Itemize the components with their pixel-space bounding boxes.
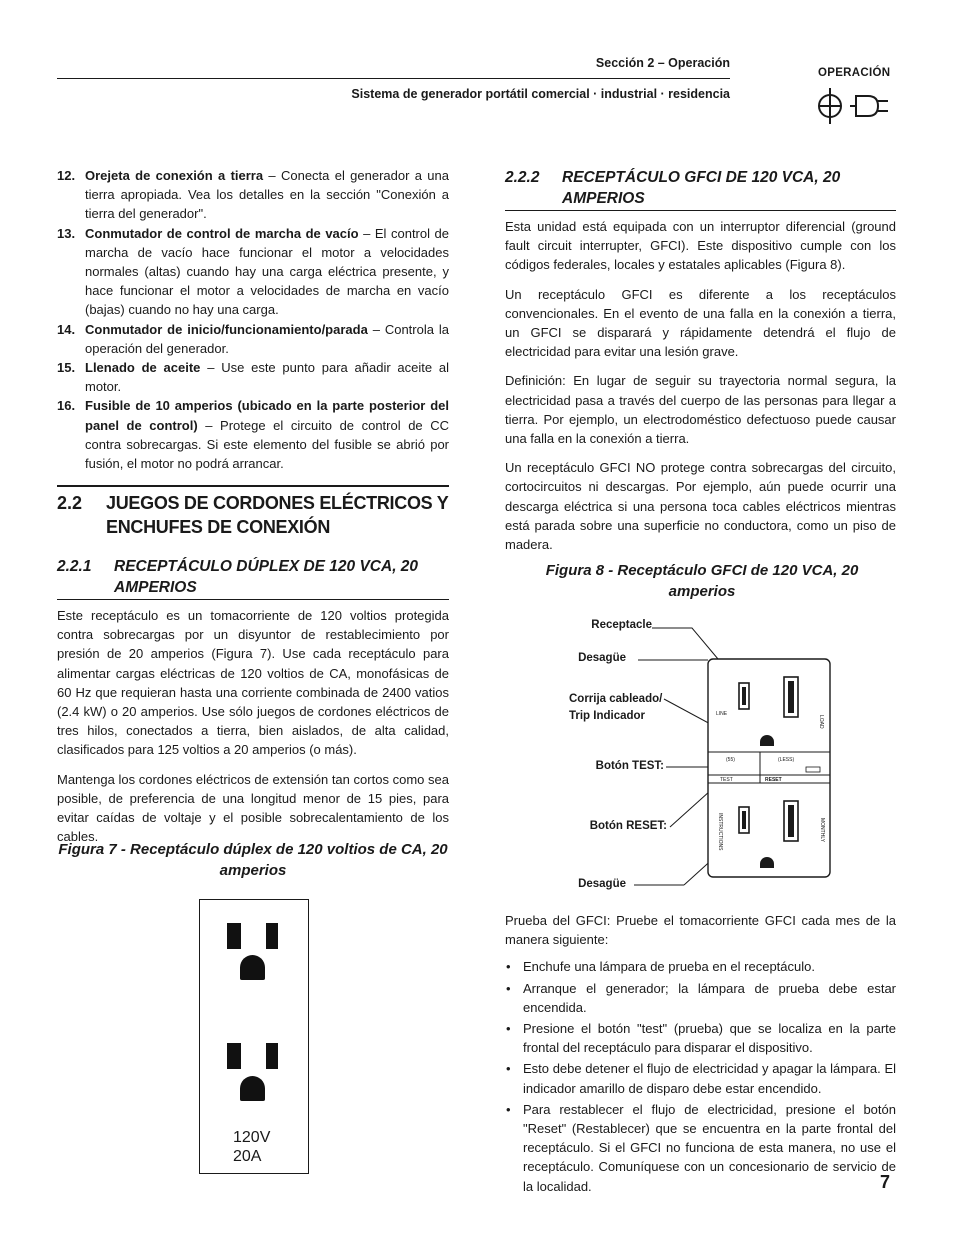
page-number: 7	[880, 1172, 891, 1192]
header-rule	[57, 78, 730, 79]
svg-text:TEST: TEST	[720, 777, 733, 783]
duplex-outlet-figure	[199, 899, 309, 1174]
paragraph: Definición: En lugar de seguir su trayectoria normal segura, la electricidad pasa a través del cuerpo de las personas para llegar a tierra. Por ejemplo, un electrodoméstico defectuoso puede causar una falla en la conexión a tierra.	[505, 373, 896, 447]
outlet-slot-icon	[227, 1043, 241, 1069]
svg-text:LINE: LINE	[716, 711, 728, 717]
paragraph: Un receptáculo GFCI NO protege contra sobrecargas del circuito, cortocircuitos ni descargas. Por ejemplo, aún puede ocurrir una descarga eléctrica si una persona toca cables eléctricos mientras está parada sobre una superficie no conductora, como un piso de madera.	[505, 460, 896, 553]
section-2-2-2-body	[505, 217, 896, 564]
figure-7-caption: Figura 7 - Receptáculo dúplex de 120 voltios de CA, 20 amperios	[58, 841, 448, 879]
list-item: • Presione el botón "test" (prueba) que se localiza en la parte frontal del receptáculo para disparar el dispositivo.	[505, 1019, 896, 1057]
label-reset-button: Botón RESET:	[589, 820, 667, 832]
list-item: 14. Conmutador de inicio/funcionamiento/parada – Controla la operación del generador.	[57, 321, 449, 356]
figure-8-caption: Figura 8 - Receptáculo GFCI de 120 VCA, 20 amperios	[545, 562, 859, 600]
paragraph: Un receptáculo GFCI es diferente a los receptáculos convencionales. En el evento de una falla en la conexión a tierra, un GFCI se disparará y rápidamente detendrá el flujo de electricidad para evitar una lesión grave.	[505, 286, 896, 360]
section-heading-2-2-1: 2.2.1 RECEPTÁCULO DÚPLEX DE 120 VCA, 20 AMPERIOS	[57, 556, 449, 600]
list-item: 12. Orejeta de conexión a tierra – Conecta el generador a una tierra apropiada. Vea los detalles en la sección "Conexión a tierra del generador".	[57, 168, 449, 222]
paragraph: Este receptáculo es un tomacorriente de 120 voltios protegida contra sobrecargas por un disyuntor de restablecimiento por presión de 20 amperios (Figura 7). Use cada receptáculo para alimentar cargas eléctricas de 120 voltios de CA, monofásicas de 60 Hz que requieran hasta una corriente combinada de 2400 vatios (2.4 kW) o 20 amperios. Use sólo juegos de cordones eléctricos de tres hilos, conectados a tierra, bien aislados, de alta calidad, clasificados para 125 voltios a 20 amperios (o más).	[57, 608, 449, 758]
list-item: 16. Fusible de 10 amperios (ubicado en la parte posterior del panel de control) – Protege el circuito de control de CC contra sobrecargas. Si este elemento del fusible se abrió por fusión, el motor no podrá arrancar.	[57, 398, 449, 472]
list-item: 15. Llenado de aceite – Use este punto para añadir aceite al motor.	[57, 360, 450, 395]
label-wiring-line2: Trip Indicador	[569, 710, 646, 722]
label-receptacle: Receptacle	[591, 619, 652, 631]
outlet-ground-icon	[240, 1076, 265, 1101]
left-numbered-list	[57, 166, 449, 473]
gfci-diagram	[620, 615, 836, 895]
list-item: • Esto debe detener el flujo de electricidad y apagar la lámpara. El indicador amarillo de disparo debe estar encendido.	[505, 1059, 896, 1097]
outlet-slot-icon	[266, 923, 278, 949]
svg-text:(LESS): (LESS)	[778, 757, 795, 763]
paragraph: Esta unidad está equipada con un interruptor diferencial (ground fault circuit interrupter, GFCI). Este dispositivo cumple con los códigos federales, locales y estatales aplicables (Figura 8).	[505, 219, 896, 273]
list-item: 13. Conmutador de control de marcha de vacío – El control de marcha de vacío hace funcionar el motor a velocidades normales (altas) cuando hay una carga eléctrica presente, y hace funcionar el motor a velocidades de marcha en vacío (bajas) cuando no hay una carga.	[57, 225, 450, 318]
plug-outlet-icon	[816, 86, 892, 128]
svg-text:MONTHLY: MONTHLY	[819, 818, 825, 843]
svg-text:(55): (55)	[726, 757, 735, 763]
svg-text:INSTRUCTIONS: INSTRUCTIONS	[717, 813, 723, 851]
outlet-ground-icon	[240, 955, 265, 980]
svg-text:LOAD: LOAD	[818, 715, 824, 729]
list-item: • Enchufe una lámpara de prueba en el receptáculo.	[505, 957, 896, 976]
header-subtitle: Sistema de generador portátil comercial · industrial · residencia	[351, 87, 730, 101]
label-test-button: Botón TEST:	[595, 760, 664, 772]
section-heading-2-2-2: 2.2.2 RECEPTÁCULO GFCI DE 120 VCA, 20 AMPERIOS	[505, 167, 896, 211]
label-drain-top: Desagüe	[578, 652, 626, 664]
outlet-slot-icon	[266, 1043, 278, 1069]
header-tab-label: OPERACIÓN	[818, 67, 891, 79]
section-2-2-1-body	[57, 606, 449, 856]
list-item: • Arranque el generador; la lámpara de prueba debe estar encendida.	[505, 979, 896, 1017]
section-heading-2-2: 2.2 JUEGOS DE CORDONES ELÉCTRICOS Y ENCHUFES DE CONEXIÓN	[57, 485, 449, 539]
label-drain-bottom: Desagüe	[578, 878, 626, 890]
gfci-test-section	[505, 911, 896, 1198]
outlet-slot-icon	[227, 923, 241, 949]
paragraph: Prueba del GFCI: Pruebe el tomacorriente GFCI cada mes de la manera siguiente:	[505, 913, 896, 948]
svg-text:RESET: RESET	[765, 777, 782, 783]
paragraph: Mantenga los cordones eléctricos de extensión tan cortos como sea posible, de preferencia de una longitud menor de 15 pies, para evitar caídas de voltaje y el posible sobrecalentamiento de los cables.	[57, 771, 449, 845]
outlet-rating: 120V 20A	[233, 1129, 271, 1165]
list-item: • Para restablecer el flujo de electricidad, presione el botón "Reset" (Restablecer) que se encuentra en la parte frontal del receptáculo. Si el GFCI no funciona de esta manera, no use el receptáculo. Comuníquese con un concesionario de servicio de la localidad.	[505, 1100, 896, 1196]
label-wiring-line1: Corrija cableado/	[569, 693, 663, 705]
header-section: Sección 2 – Operación	[595, 56, 730, 70]
